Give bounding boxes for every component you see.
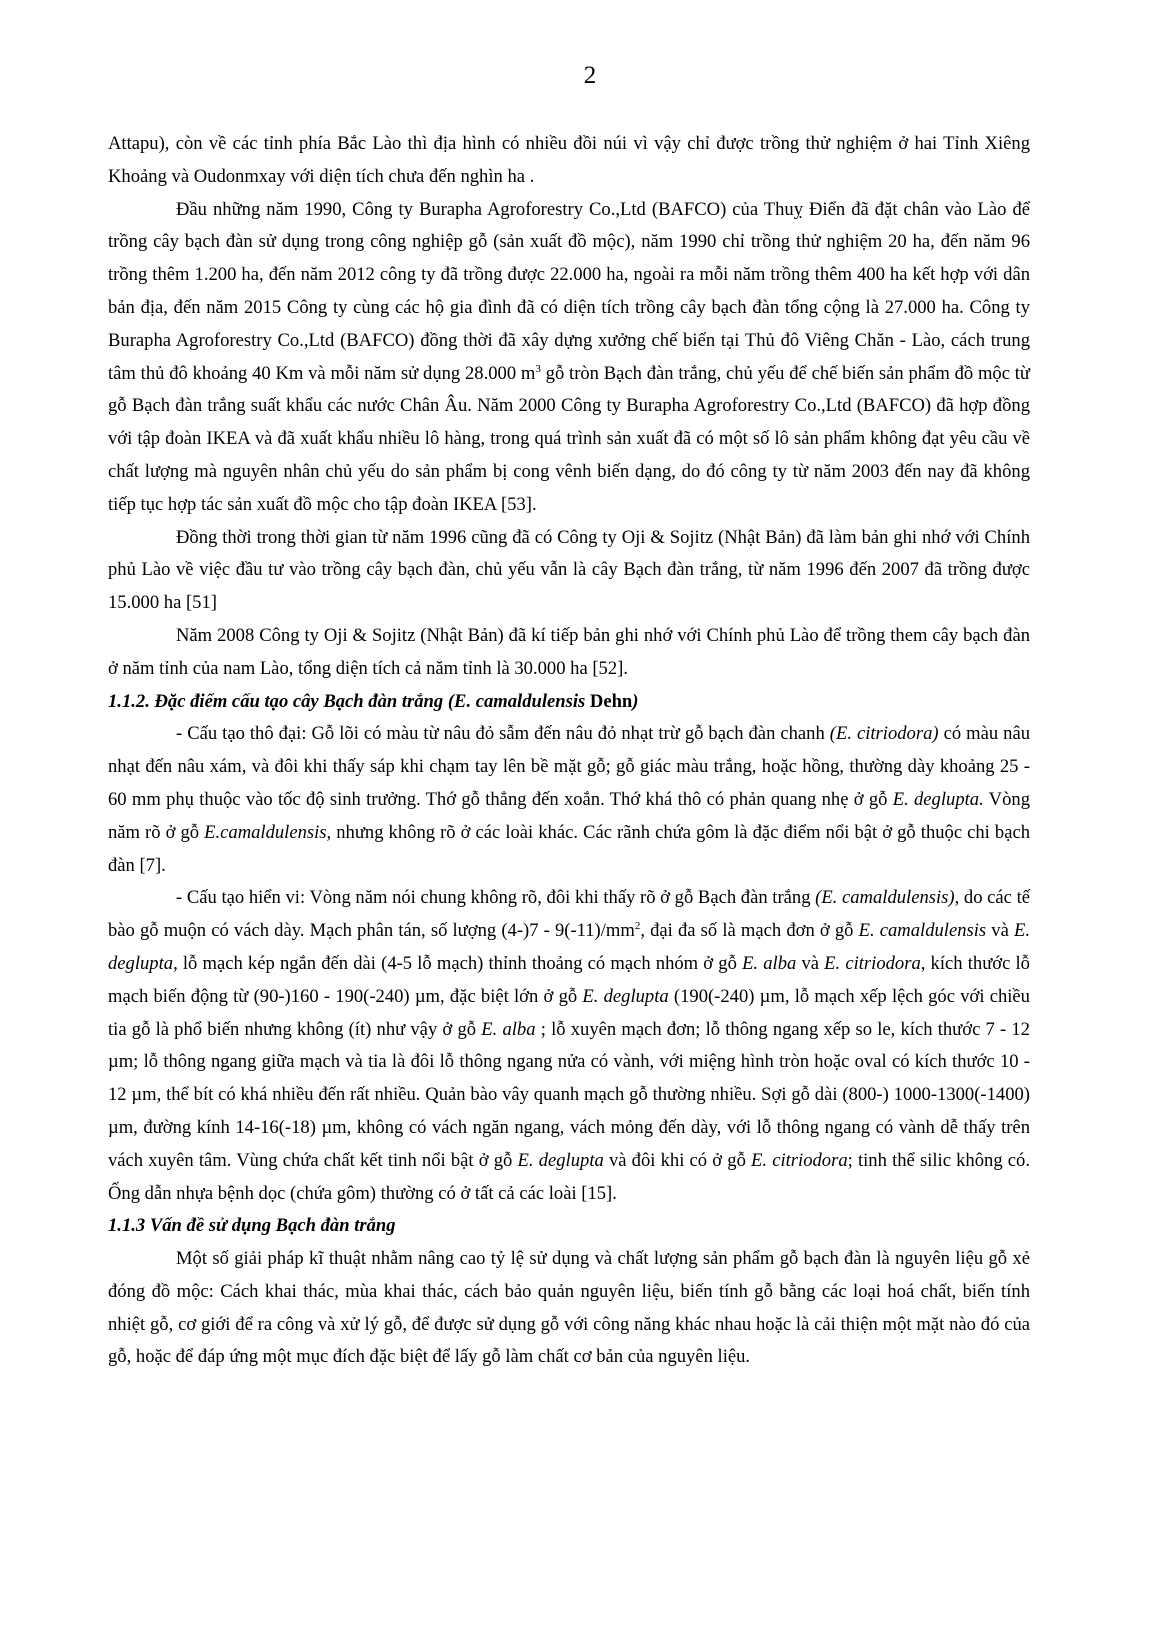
section-heading-1-1-2: 1.1.2. Đặc điểm cấu tạo cây Bạch đàn trắng (E. camaldulensis Dehn) — [108, 690, 639, 712]
document-body — [108, 128, 1030, 1374]
paragraph-2008: Năm 2008 Công ty Oji & Sojitz (Nhật Bản) đã kí tiếp bản ghi nhớ với Chính phủ Lào để trồng them cây bạch đàn ở năm tỉnh của nam Lào, tổng diện tích cả năm tỉnh là 30.000 ha [52]. — [108, 624, 1030, 679]
paragraph-usage: Một số giải pháp kĩ thuật nhằm nâng cao tỷ lệ sử dụng và chất lượng sản phẩm gỗ bạch đàn là nguyên liệu gỗ xẻ đóng đồ mộc: Cách khai thác, mùa khai thác, cách bảo quản nguyên liệu, biến tính gỗ bằng các loại hoá chất, biến tính nhiệt gỗ, cơ giới để ra công và xử lý gỗ, để được sử dụng gỗ với công năng khác nhau hoặc là cải thiện một mặt nào đó của gỗ, hoặc để đáp ứng một mục đích đặc biệt để lấy gỗ làm chất cơ bản của nguyên liệu. — [108, 1248, 1030, 1368]
paragraph-bafco: Đầu những năm 1990, Công ty Burapha Agroforestry Co.,Ltd (BAFCO) của Thuỵ Điển đã đặt chân vào Lào để trồng cây bạch đàn sử dụng trong công nghiệp gỗ (sản xuất đồ mộc), năm 1990 chỉ trồng thử nghiệm 20 ha, đến năm 96 trồng thêm 1.200 ha, đến năm 2012 công ty đã trồng được 22.000 ha, ngoài ra mỗi năm trồng thêm 400 ha kết hợp với dân bản địa, đến năm 2015 Công ty cùng các hộ gia đình đã có diện tích trồng cây bạch đàn tổng cộng là 27.000 ha. Công ty Burapha Agroforestry Co.,Ltd (BAFCO) đồng thời đã xây dựng xưởng chế biến tại Thủ đô Viêng Chăn - Lào, cách trung tâm thủ đô khoảng 40 Km và mỗi năm sử dụng 28.000 $m^3$ gỗ tròn Bạch đàn trắng, chủ yếu để chế biến sản phẩm đồ mộc từ gỗ Bạch đàn trắng suất khẩu các nước Chân Âu. Năm 2000 Công ty Burapha Agroforestry Co.,Ltd (BAFCO) đã hợp đồng với tập đoàn IKEA và đã xuất khẩu nhiều lô hàng, trong quá trình sản xuất đã có một số lô sản phẩm không đạt yêu cầu về chất lượng mà nguyên nhân chủ yếu do sản phẩm bị cong vênh biến dạng, do đó công ty từ năm 2003 đến nay đã không tiếp tục hợp tác sản xuất đồ mộc cho tập đoàn IKEA [53]. — [108, 198, 1030, 515]
paragraph-oji-sojitz: Đồng thời trong thời gian từ năm 1996 cũng đã có Công ty Oji & Sojitz (Nhật Bản) đã làm bản ghi nhớ với Chính phủ Lào về việc đầu tư vào trồng cây bạch đàn, chủ yếu vẫn là cây Bạch đàn trắng, từ năm 1996 đến 2007 đã trồng được 15.000 ha [51] — [108, 526, 1030, 614]
paragraph-macroscopic-structure: - Cấu tạo thô đại: Gỗ lõi có màu từ nâu đỏ sẫm đến nâu đỏ nhạt trừ gỗ bạch đàn chanh (E. citriodora) có màu nâu nhạt đến nâu xám, và đôi khi thấy sáp khi chạm tay lên bề mặt gỗ; gỗ giác màu trắng, hoặc hồng, thường dày khoảng 25 - 60 mm phụ thuộc vào tốc độ sinh trưởng. Thớ gỗ thẳng đến xoắn. Thớ khá thô có phản quang nhẹ ở gỗ E. deglupta. Vòng năm rõ ở gỗ E.camaldulensis, nhưng không rõ ở các loài khác. Các rãnh chứa gôm là đặc điểm nổi bật ở gỗ thuộc chi bạch đàn [7]. — [108, 723, 1030, 876]
section-heading-1-1-3: 1.1.3 Vấn đề sử dụng Bạch đàn trắng — [108, 1215, 396, 1237]
paragraph-microscopic-structure: - Cấu tạo hiển vi: Vòng năm nói chung không rõ, đôi khi thấy rõ ở gỗ Bạch đàn trắng (E. camaldulensis), do các tế bào gỗ muộn có vách dày. Mạch phân tán, số lượng $(4-)7 - 9(-11)/mm^2$, đại đa số là mạch đơn ở gỗ E. camaldulensis và E. deglupta, lỗ mạch kép ngắn đến dài (4-5 lỗ mạch) thỉnh thoảng có mạch nhóm ở gỗ E. alba và E. citriodora, kích thước lỗ mạch biến động từ (90-)160 - 190(-240) µm, đặc biệt lớn ở gỗ E. deglupta (190(-240) µm, lỗ mạch xếp lệch góc với chiều tia gỗ là phổ biến nhưng không (ít) như vậy ở gỗ E. alba ; lỗ xuyên mạch đơn; lỗ thông ngang xếp so le, kích thước 7 - 12 µm; lỗ thông ngang giữa mạch và tia là đôi lỗ thông ngang nửa có vành, với miệng hình tròn hoặc oval có kích thước 10 - 12 µm, thể bít có khá nhiều đến rất nhiều. Quản bào vây quanh mạch gỗ thường nhiều. Sợi gỗ dài (800-) 1000-1300(-1400) µm, đường kính 14-16(-18) µm, không có vách ngăn ngang, vách mỏng đến dày, với lỗ thông ngang có vành dễ thấy trên vách xuyên tâm. Vùng chứa chất kết tinh nổi bật ở gỗ E. deglupta và đôi khi có ở gỗ E. citriodora; tinh thể silic không có. Ống dẫn nhựa bệnh dọc (chứa gôm) thường có ở tất cả các loài [15]. — [108, 887, 1031, 1204]
page-number: 2 — [583, 62, 597, 89]
paragraph-continuation: Attapu), còn về các tỉnh phía Bắc Lào thì địa hình có nhiều đồi núi vì vậy chỉ được trồng thử nghiệm ở hai Tỉnh Xiêng Khoảng và Oudonmxay với diện tích chưa đến nghìn ha . — [108, 133, 1030, 187]
